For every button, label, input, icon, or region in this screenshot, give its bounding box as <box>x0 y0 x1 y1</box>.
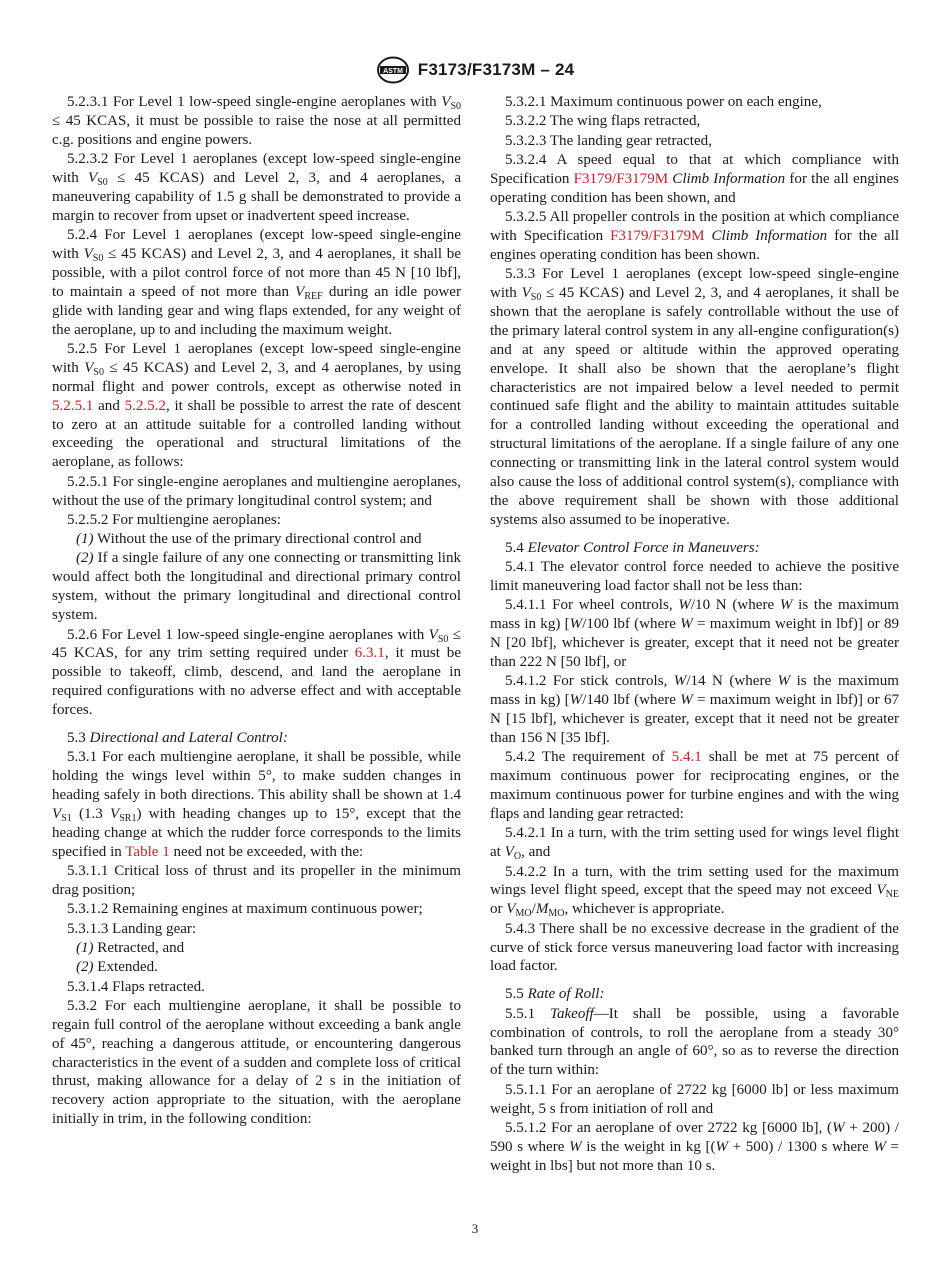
page-header <box>0 56 950 82</box>
para-5-2-3-1: 5.2.3.1 For Level 1 low-speed single-engine aeroplanes with $V_{S0} \le 45$ KCAS, it must be possible to raise the nose at all permitted c.g. positions and engine powers. <box>52 94 461 148</box>
para-5-5-1-1: 5.5.1.1 For an aeroplane of 2722 kg [6000 lb] or less maximum weight, 5 s from initiation of roll and <box>490 1081 899 1117</box>
para-5-3-3: 5.3.3 For Level 1 aeroplanes (except low-speed single-engine with $V_{S0} \le 45$ KCAS) and Level 2, 3, and 4 aeroplanes, it shall be shown that the aeroplane is safely controllable without the use of the primary lateral control system in any all-engine configuration(s) and at any speed or altitude within the approved operating envelope. It shall also be shown that the aeroplane’s flight characteristics are not impaired below a level needed to permit continued safe flight and the ability to maintain attitudes suitable for a controlled landing without exceeding the operational and structural limitations of the aeroplane. If a single failure of any one connecting or transmitting link in the lateral control system would also cause the loss of additional control system(s), compliance with the above requirement shall be shown with those additional systems also assumed to be inoperative. <box>490 266 900 528</box>
right-column <box>490 93 899 1176</box>
item-5-2-5-2-1: (1) Without the use of the primary directional control and <box>76 531 422 548</box>
para-5-2-5: 5.2.5 For Level 1 aeroplanes (except low-speed single-engine with $V_{S0} \le 45$ KCAS) and Level 2, 3, and 4 aeroplanes, by using normal flight and power controls, except as otherwise noted in 5.2.5.1 and 5.2.5.2, it shall be possible to arrest the rate of descent to zero at an attitude suitable for a controlled landing without exceeding the operational and structural limitations of the aeroplane, as follows: <box>52 340 462 471</box>
para-5-5-1-2: 5.5.1.2 For an aeroplane of over 2722 kg [6000 lb], (W + 200) / 590 s where W is the weight in kg [(W + 500) / 1300 s where W = weight in lbs] but not more than 10 s. <box>490 1119 900 1174</box>
para-5-2-3-2: 5.2.3.2 For Level 1 aeroplanes (except low-speed single-engine with $V_{S0} \le 45$ KCAS) and Level 2, 3, and 4 aeroplanes, a maneuvering capability of 1.5 g shall be demonstrated to provide a margin to recover from upset or inadvertent speed increase. <box>52 151 461 224</box>
document-designation: F3173/F3173M – 24 <box>417 60 575 79</box>
para-5-4-2-2: 5.4.2.2 In a turn, with the trim setting used for the maximum wings level flight speed, except that the speed may not exceed $V_{NE}$ or $V_{MO}/M_{MO}$, whichever is appropriate. <box>490 863 899 920</box>
item-5-2-5-2-2: (2) If a single failure of any one connecting or transmitting link would affect both the longitudinal and directional primary control system, without the primary longitudinal and directional control system. <box>52 550 461 624</box>
link-5-4-1[interactable]: 5.4.1 <box>671 749 702 766</box>
section-5-3-heading: 5.3 Directional and Lateral Control: <box>67 730 288 747</box>
link-table-1[interactable]: Table 1 <box>125 843 170 860</box>
para-5-3-1: 5.3.1 For each multiengine aeroplane, it shall be possible, while holding the wings level within 5°, to make sudden changes in heading safely in both directions. This ability shall be shown at 1.4 $V_{S1}$ (1.3 $V_{SR1}$) with heading changes up to 15°, except that the heading change at which the rudder force corresponds to the limits specified in Table 1 need not be exceeded, with the: <box>52 749 462 860</box>
link-5-2-5-1[interactable]: 5.2.5.1 <box>52 397 94 414</box>
astm-logo-icon <box>376 56 410 84</box>
para-5-4-1-2: 5.4.1.2 For stick controls, W/14 N (where W is the maximum mass in kg) [W/140 lbf (where W = maximum weight in lbf)] or 67 N [15 lbf], whichever is greater, except that it need not be greater than 156 N [35 lbf]. <box>490 673 899 747</box>
left-column <box>52 93 461 1130</box>
para-5-2-5-2: 5.2.5.2 For multiengine aeroplanes: <box>67 511 281 528</box>
para-5-3-2-2: 5.3.2.2 The wing flaps retracted, <box>505 113 701 130</box>
para-5-4-1-1: 5.4.1.1 For wheel controls, W/10 N (where W is the maximum mass in kg) [W/100 lbf (where W = maximum weight in lbf)] or 89 N [20 lbf], whichever is greater, except that it need not be greater than 222 N [50 lbf], or <box>490 597 899 671</box>
para-5-3-2-3: 5.3.2.3 The landing gear retracted, <box>505 132 712 149</box>
para-5-2-4: 5.2.4 For Level 1 aeroplanes (except low-speed single-engine with $V_{S0} \le 45$ KCAS) and Level 2, 3, and 4 aeroplanes, it shall be possible, with a pilot control force of not more than 45 N [10 lbf], to maintain a speed of not more than $V_{REF}$ during an idle power glide with landing gear and wing flaps extended, for any weight of the aeroplane, up to and including the maximum weight. <box>52 227 462 338</box>
para-5-3-2-4: 5.3.2.4 A speed equal to that at which compliance with Specification F3179/F3179M Climb Information for the all engines operating condition has been shown, and <box>490 151 899 206</box>
para-5-3-1-4: 5.3.1.4 Flaps retracted. <box>67 978 205 995</box>
para-5-3-2-1: 5.3.2.1 Maximum continuous power on each engine, <box>505 94 822 110</box>
link-5-2-5-2[interactable]: 5.2.5.2 <box>124 397 166 414</box>
section-5-5-heading: 5.5 Rate of Roll: <box>505 986 605 1003</box>
para-5-5-1: 5.5.1 Takeoff—It shall be possible, using a favorable combination of controls, to roll the aeroplane from a steady 30° banked turn through an angle of 60°, so as to reverse the direction of the turn within: <box>490 1005 899 1079</box>
para-5-3-1-2: 5.3.1.2 Remaining engines at maximum continuous power; <box>67 901 423 918</box>
para-5-4-1: 5.4.1 The elevator control force needed to achieve the positive limit maneuvering load factor shall not be less than: <box>490 559 899 594</box>
para-5-2-6: 5.2.6 For Level 1 low-speed single-engine aeroplanes with $V_{S0} \le 45$ KCAS, for any trim setting required under 6.3.1, it must be possible to takeoff, climb, descend, and land the aeroplane in required configurations with no adverse effect and with acceptable forces. <box>52 626 461 719</box>
link-f3179-climb-1[interactable]: F3179/F3179M <box>573 170 669 187</box>
para-5-3-1-3: 5.3.1.3 Landing gear: <box>67 920 197 937</box>
para-5-2-5-1: 5.2.5.1 For single-engine aeroplanes and multiengine aeroplanes, without the use of the primary longitudinal control system; and <box>52 473 461 509</box>
page-number: 3 <box>471 1221 479 1236</box>
link-6-3-1[interactable]: 6.3.1 <box>354 645 385 662</box>
para-5-3-1-1: 5.3.1.1 Critical loss of thrust and its propeller in the minimum drag position; <box>52 863 461 899</box>
item-5-3-1-3-2: (2) Extended. <box>76 959 158 976</box>
section-5-4-heading: 5.4 Elevator Control Force in Maneuvers: <box>505 539 760 556</box>
link-f3179-climb-2[interactable]: F3179/F3179M <box>610 227 705 244</box>
item-5-3-1-3-1: (1) Retracted, and <box>76 939 185 956</box>
para-5-3-2: 5.3.2 For each multiengine aeroplane, it shall be possible to regain full control of the aeroplane without exceeding a bank angle of 45°, reaching a dangerous attitude, or encountering dangerous characteristics in the event of a sudden and complete loss of critical thrust, making allowance for a delay of 2 s in the initiation of recovery action appropriate to the situation, with the aeroplane initially in trim, in the following condition: <box>52 997 461 1128</box>
para-5-4-2: 5.4.2 The requirement of 5.4.1 shall be met at 75 percent of maximum continuous power for reciprocating engines, or the maximum continuous power for turbine engines and with the wing flaps and landing gear retracted: <box>490 749 899 823</box>
svg-text:ASTM: ASTM <box>382 67 403 75</box>
para-5-4-2-1: 5.4.2.1 In a turn, with the trim setting used for wings level flight at $V_O$, and <box>490 825 899 863</box>
para-5-4-3: 5.4.3 There shall be no excessive decrease in the gradient of the curve of stick force versus maneuvering load factor with increasing load factor. <box>490 920 899 975</box>
para-5-3-2-5: 5.3.2.5 All propeller controls in the position at which compliance with Specification F3179/F3179M Climb Information for the all engines operating condition has been shown. <box>490 209 899 263</box>
